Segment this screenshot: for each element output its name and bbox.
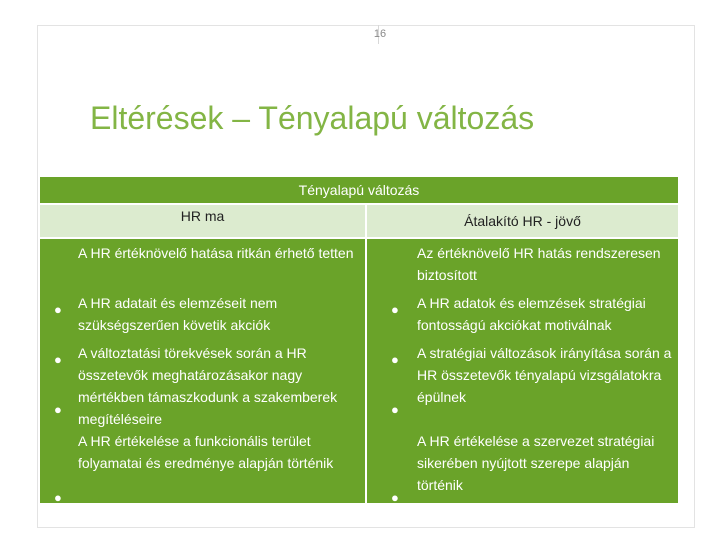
bullet-icon: ● — [391, 352, 399, 367]
list-item-text: A változtatási törekvések során a HR összetevők meghatározásakor nagy mértékben támaszkodunk a szakemberek megítéléseire — [78, 345, 338, 427]
list-item-text: A HR értékelése a szervezet stratégiai sikerében nyújtott szerepe alapján történik — [417, 433, 655, 493]
right-column — [367, 239, 678, 503]
bullet-icon: ● — [54, 490, 62, 505]
right-column-header: Átalakító HR - jövő — [367, 205, 678, 237]
left-column-header: HR ma — [40, 205, 365, 237]
slide-title: Eltérések – Tényalapú változás — [90, 100, 535, 136]
comparison-table — [40, 177, 678, 503]
list-item-text: A stratégiai változások irányítása során a HR összetevők tényalapú vizsgálatokra épülnek — [417, 345, 672, 405]
list-item-text: Az értéknövelő HR hatás rendszeresen biztosított — [417, 245, 661, 283]
list-item-text: A HR értéknövelő hatása ritkán érhető tetten — [78, 245, 354, 261]
left-column — [40, 239, 365, 503]
bullet-icon: ● — [391, 402, 399, 417]
table-body — [40, 239, 678, 503]
table-caption: Tényalapú változás — [40, 177, 678, 203]
table-header-row — [40, 205, 678, 237]
page-number: 16 — [373, 28, 387, 40]
bullet-icon: ● — [54, 352, 62, 367]
list-item-text: A HR adatait és elemzéseit nem szükségszerűen követik akciók — [78, 295, 278, 333]
bullet-icon: ● — [391, 302, 399, 317]
bullet-icon: ● — [54, 302, 62, 317]
list-item-text: A HR adatok és elemzések stratégiai fontosságú akciókat motiválnak — [417, 295, 646, 333]
bullet-icon: ● — [391, 490, 399, 505]
list-item-text: A HR értékelése a funkcionális terület folyamatai és eredménye alapján történik — [78, 433, 334, 471]
bullet-icon: ● — [54, 402, 62, 417]
